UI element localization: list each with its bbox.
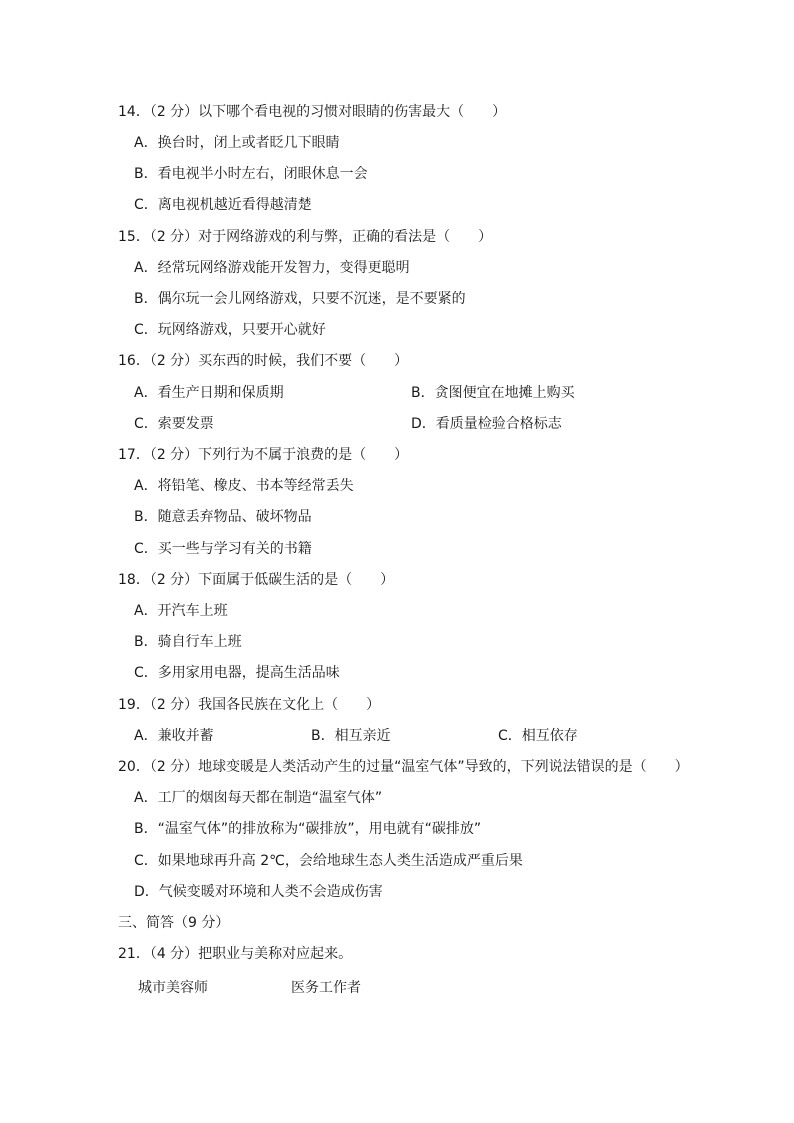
question-20-option-b: B．“温室气体”的排放称为“碳排放”，用电就有“碳排放”	[134, 821, 482, 837]
match-left-item: 城市美容师	[138, 980, 208, 996]
question-19-option-a: A．兼收并蓄	[134, 728, 214, 744]
section-3-title: 三、简答（9 分）	[118, 915, 230, 931]
question-19-stem: 19．（2 分）我国各民族在文化上（ ）	[118, 697, 381, 713]
question-17-option-a: A．将铅笔、橡皮、书本等经常丢失	[134, 478, 354, 494]
question-15-option-c: C．玩网络游戏，只要开心就好	[134, 322, 326, 338]
question-19-option-b: B．相互亲近	[311, 728, 391, 744]
question-18-stem: 18．（2 分）下面属于低碳生活的是（ ）	[118, 572, 395, 588]
question-15-option-b: B．偶尔玩一会儿网络游戏，只要不沉迷，是不要紧的	[134, 291, 466, 307]
question-19-option-c: C．相互依存	[498, 728, 578, 744]
question-20-option-a: A．工厂的烟囱每天都在制造“温室气体”	[134, 790, 383, 806]
question-16-option-d: D．看质量检验合格标志	[411, 416, 562, 432]
match-right-item: 医务工作者	[291, 980, 361, 996]
question-21-stem: 21．（4 分）把职业与美称对应起来。	[118, 946, 353, 962]
question-14-option-c: C．离电视机越近看得越清楚	[134, 197, 312, 213]
question-18-option-c: C．多用家用电器，提高生活品味	[134, 665, 340, 681]
question-15-option-a: A．经常玩网络游戏能开发智力，变得更聪明	[134, 260, 410, 276]
question-20-stem: 20．（2 分）地球变暖是人类活动产生的过量“温室气体”导致的，下列说法错误的是（ ）	[118, 759, 689, 775]
question-17-option-b: B．随意丢弃物品、破坏物品	[134, 509, 312, 525]
question-14-stem: 14．（2 分）以下哪个看电视的习惯对眼睛的伤害最大（ ）	[118, 104, 507, 120]
question-20-option-c: C．如果地球再升高 2℃，会给地球生态人类生活造成严重后果	[134, 853, 523, 869]
question-17-option-c: C．买一些与学习有关的书籍	[134, 541, 312, 557]
question-15-stem: 15．（2 分）对于网络游戏的利与弊，正确的看法是（ ）	[118, 229, 493, 245]
question-18-option-b: B．骑自行车上班	[134, 634, 242, 650]
question-18-option-a: A．开汽车上班	[134, 603, 228, 619]
question-14-option-a: A．换台时，闭上或者眨几下眼睛	[134, 135, 340, 151]
question-16-option-c: C．索要发票	[134, 416, 214, 432]
question-17-stem: 17．（2 分）下列行为不属于浪费的是（ ）	[118, 447, 409, 463]
question-16-stem: 16．（2 分）买东西的时候，我们不要（ ）	[118, 353, 409, 369]
question-16-option-a: A．看生产日期和保质期	[134, 385, 284, 401]
question-20-option-d: D．气候变暖对环境和人类不会造成伤害	[134, 884, 383, 900]
question-16-option-b: B．贪图便宜在地摊上购买	[411, 385, 575, 401]
question-14-option-b: B．看电视半小时左右，闭眼休息一会	[134, 166, 368, 182]
